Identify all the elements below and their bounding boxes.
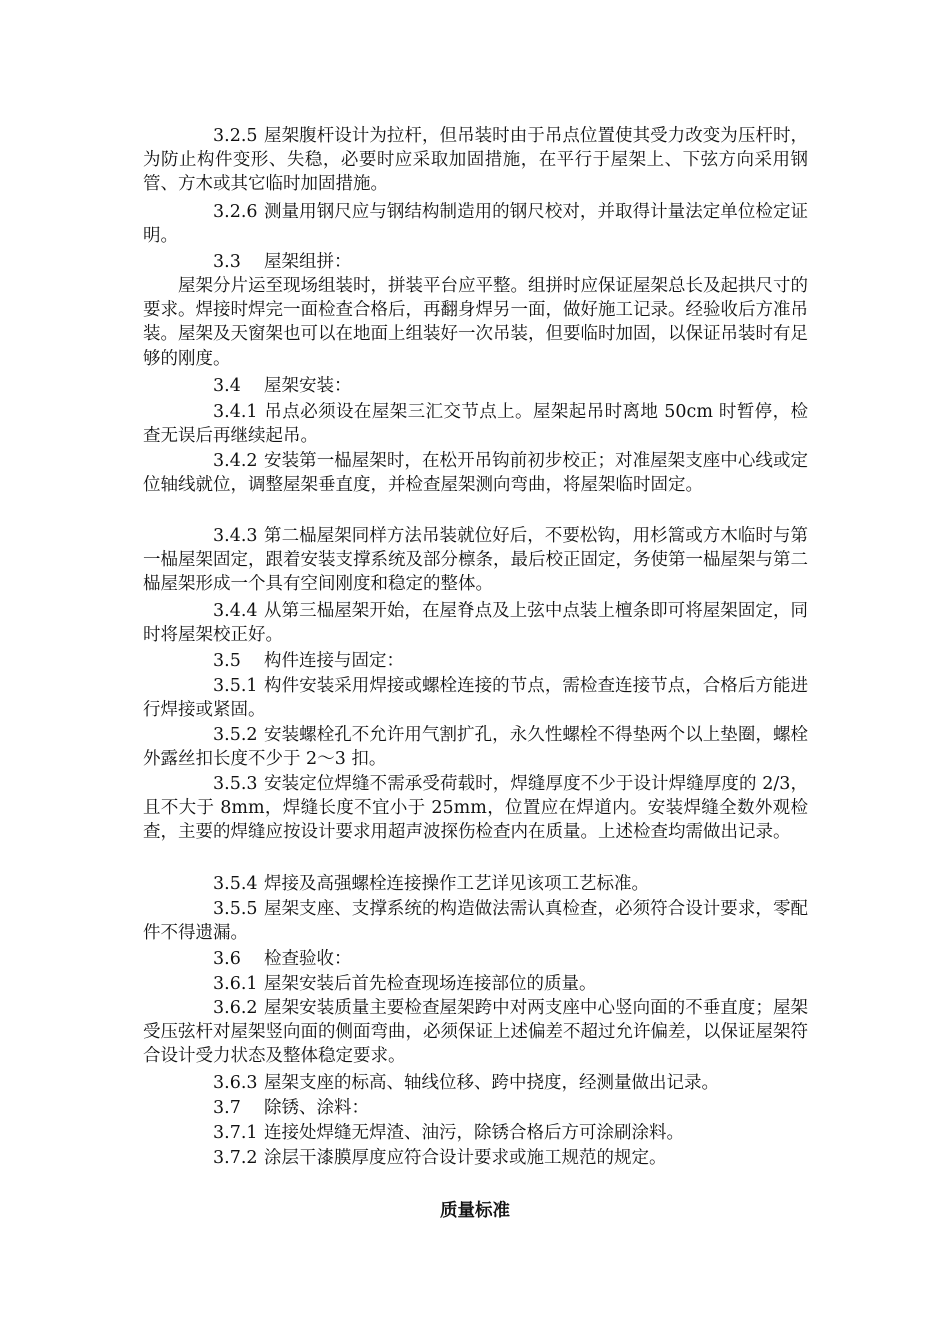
clause-number: 3.4.1 xyxy=(213,402,258,422)
paragraph-3-6-3 xyxy=(143,1071,808,1095)
paragraph-3-5-5 xyxy=(143,897,808,945)
clause-number: 3.4.4 xyxy=(213,601,258,621)
paragraph-3-5-4 xyxy=(143,872,808,896)
clause-number: 3.5.5 xyxy=(213,899,258,919)
paragraph-3-4-3 xyxy=(143,524,808,597)
paragraph-3-6-1 xyxy=(143,972,808,996)
clause-number: 3.4.2 xyxy=(213,451,258,471)
paragraph-3-5-3 xyxy=(143,772,808,845)
clause-text: 检查验收： xyxy=(264,949,352,969)
clause-text: 构件连接与固定： xyxy=(264,651,404,671)
clause-number: 3.6.2 xyxy=(213,998,258,1018)
clause-number: 3.2.6 xyxy=(213,202,258,222)
clause-text: 屋架腹杆设计为拉杆，但吊装时由于吊点位置使其受力改变为压杆时，为防止构件变形、失稳，必要时应采取加固措施，在平行于屋架上、下弦方向采用钢管、方木或其它临时加固措施。 xyxy=(143,126,808,195)
paragraph-3-7-1 xyxy=(143,1121,808,1145)
clause-text: 屋架分片运至现场组装时，拼装平台应平整。组拼时应保证屋架总长及起拱尺寸的要求。焊接时焊完一面检查合格后，再翻身焊另一面，做好施工记录。经验收后方准吊装。屋架及天窗架也可以在地面上组装好一次吊装，但要临时加固，以保证吊装时有足够的刚度。 xyxy=(143,276,808,369)
clause-number: 3.2.5 xyxy=(213,126,258,146)
clause-number: 3.5 xyxy=(213,651,241,671)
clause-text: 焊接及高强螺栓连接操作工艺详见该项工艺标准。 xyxy=(264,874,649,894)
clause-text: 构件安装采用焊接或螺栓连接的节点，需检查连接节点，合格后方能进行焊接或紧固。 xyxy=(143,676,808,721)
clause-text: 连接处焊缝无焊渣、油污，除锈合格后方可涂刷涂料。 xyxy=(264,1123,684,1143)
section-heading-quality-standard: 质量标准 xyxy=(440,1201,510,1221)
clause-number: 3.7.2 xyxy=(213,1148,258,1168)
clause-number: 3.5.1 xyxy=(213,676,258,696)
paragraph-3-4-4 xyxy=(143,599,808,647)
paragraph-3-7-2 xyxy=(143,1146,808,1170)
clause-number: 3.6.3 xyxy=(213,1073,258,1093)
clause-number: 3.5.2 xyxy=(213,725,258,745)
clause-number: 3.4 xyxy=(213,376,241,396)
paragraph-3-4-2 xyxy=(143,449,808,497)
clause-text: 屋架安装： xyxy=(264,376,352,396)
paragraph-3-2-6 xyxy=(143,200,808,248)
paragraph-3-7 xyxy=(143,1096,808,1120)
paragraph-3-5 xyxy=(143,649,808,673)
clause-text: 从第三榀屋架开始，在屋脊点及上弦中点装上檀条即可将屋架固定，同时将屋架校正好。 xyxy=(143,601,808,646)
clause-text: 第二榀屋架同样方法吊装就位好后，不要松钩，用杉篙或方木临时与第一榀屋架固定，跟着安装支撑系统及部分檩条，最后校正固定，务使第一榀屋架与第二榀屋架形成一个具有空间刚度和稳定的整体。 xyxy=(143,526,808,595)
clause-text: 吊点必须设在屋架三汇交节点上。屋架起吊时离地 50cm 时暂停，检查无误后再继续起吊。 xyxy=(143,402,808,447)
clause-number: 3.7 xyxy=(213,1098,241,1118)
paragraph-3-5-2 xyxy=(143,723,808,771)
clause-text: 屋架安装后首先检查现场连接部位的质量。 xyxy=(264,974,597,994)
paragraph-3-6 xyxy=(143,947,808,971)
clause-number: 3.5.3 xyxy=(213,774,258,794)
clause-text: 屋架支座、支撑系统的构造做法需认真检查，必须符合设计要求，零配件不得遗漏。 xyxy=(143,899,808,944)
paragraph-3-6-2 xyxy=(143,996,808,1069)
clause-text: 屋架安装质量主要检查屋架跨中对两支座中心竖向面的不垂直度；屋架受压弦杆对屋架竖向面的侧面弯曲，必须保证上述偏差不超过允许偏差，以保证屋架符合设计受力状态及整体稳定要求。 xyxy=(143,998,808,1067)
clause-text: 除锈、涂料： xyxy=(264,1098,369,1118)
clause-number: 3.5.4 xyxy=(213,874,258,894)
clause-number: 3.6 xyxy=(213,949,241,969)
clause-text: 安装定位焊缝不需承受荷载时，焊缝厚度不少于设计焊缝厚度的 2/3，且不大于 8mm，焊缝长度不宜小于 25mm，位置应在焊道内。安装焊缝全数外观检查，主要的焊缝应按设计要求用超声波探伤检查内在质量。上述检查均需做出记录。 xyxy=(143,774,808,843)
paragraph-3-5-1 xyxy=(143,674,808,722)
clause-text: 测量用钢尺应与钢结构制造用的钢尺校对，并取得计量法定单位检定证明。 xyxy=(143,202,808,247)
paragraph-3-3-body xyxy=(143,274,808,371)
paragraph-3-4 xyxy=(143,374,808,398)
clause-text: 屋架支座的标高、轴线位移、跨中挠度，经测量做出记录。 xyxy=(264,1073,719,1093)
clause-number: 3.3 xyxy=(213,252,241,272)
clause-text: 安装螺栓孔不允许用气割扩孔，永久性螺栓不得垫两个以上垫圈，螺栓外露丝扣长度不少于 2～3 扣。 xyxy=(143,725,808,770)
clause-text: 屋架组拼： xyxy=(264,252,352,272)
clause-number: 3.4.3 xyxy=(213,526,258,546)
clause-text: 安装第一榀屋架时，在松开吊钩前初步校正；对准屋架支座中心线或定位轴线就位，调整屋架垂直度，并检查屋架测向弯曲，将屋架临时固定。 xyxy=(143,451,808,496)
paragraph-3-2-5 xyxy=(143,124,808,197)
clause-number: 3.6.1 xyxy=(213,974,258,994)
clause-number: 3.7.1 xyxy=(213,1123,258,1143)
paragraph-3-4-1 xyxy=(143,400,808,448)
clause-text: 涂层干漆膜厚度应符合设计要求或施工规范的规定。 xyxy=(264,1148,667,1168)
paragraph-3-3 xyxy=(143,250,808,274)
